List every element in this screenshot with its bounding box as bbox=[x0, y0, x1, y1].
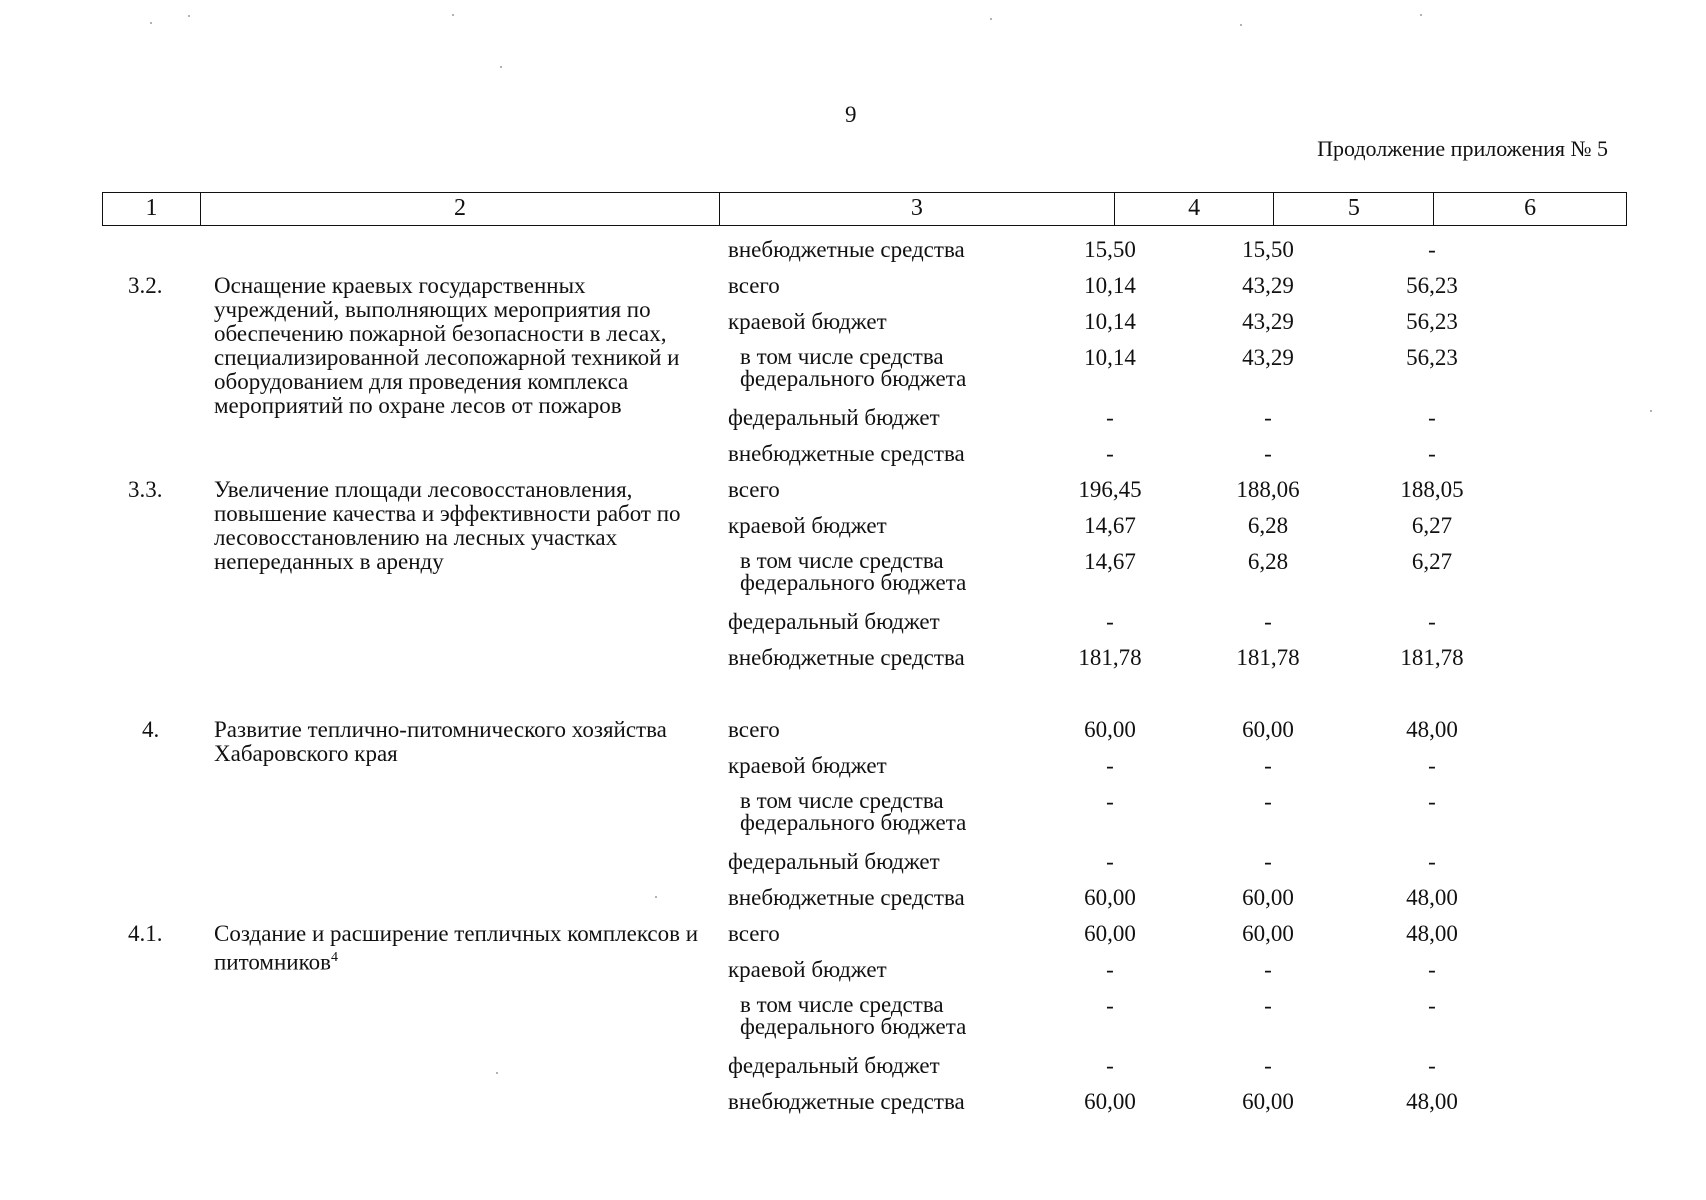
value-cell-c4: 10,14 bbox=[1084, 345, 1136, 370]
value-cell-c4: - bbox=[1106, 789, 1114, 814]
funding-source-cell: внебюджетные средства bbox=[728, 237, 965, 262]
value-cell-c6: - bbox=[1428, 993, 1436, 1018]
funding-source-cell: всего bbox=[728, 477, 780, 502]
value-cell-c5: 188,06 bbox=[1236, 477, 1300, 502]
funding-source-cell: внебюджетные средства bbox=[728, 885, 965, 910]
value-cell-c6: 56,23 bbox=[1406, 273, 1458, 298]
scan-speck bbox=[150, 22, 152, 24]
value-cell-c4: - bbox=[1106, 441, 1114, 466]
funding-source-cell: федеральный бюджет bbox=[728, 1053, 940, 1078]
value-cell-c6: - bbox=[1428, 957, 1436, 982]
header-col-3: 3 bbox=[720, 193, 1114, 225]
value-cell-c4: - bbox=[1106, 993, 1114, 1018]
value-cell-c6: 188,05 bbox=[1400, 477, 1464, 502]
value-cell-c5: - bbox=[1264, 405, 1272, 430]
header-col-2: 2 bbox=[201, 193, 720, 225]
value-cell-c4: 14,67 bbox=[1084, 513, 1136, 538]
scan-speck bbox=[496, 1072, 498, 1074]
funding-source-cell: всего bbox=[728, 273, 780, 298]
value-cell-c5: - bbox=[1264, 441, 1272, 466]
value-cell-c6: 56,23 bbox=[1406, 345, 1458, 370]
item-number: 3.3. bbox=[128, 477, 163, 502]
value-cell-c5: - bbox=[1264, 849, 1272, 874]
scan-speck bbox=[990, 18, 992, 20]
item-description bbox=[214, 718, 714, 766]
funding-source-cell: всего bbox=[728, 921, 780, 946]
value-cell-c5: - bbox=[1264, 753, 1272, 778]
item-description-text: Увеличение площади лесовосстановления, повышение качества и эффективности работ по лесовосстановлению на лесных участках непереданных в аренду bbox=[214, 477, 681, 574]
funding-source-cell: внебюджетные средства bbox=[728, 441, 965, 466]
scan-speck bbox=[452, 14, 454, 16]
value-cell-c6: 6,27 bbox=[1411, 513, 1453, 538]
value-cell-c5: 60,00 bbox=[1242, 885, 1294, 910]
funding-source-cell: в том числе средства федерального бюджета bbox=[740, 548, 967, 595]
scan-speck bbox=[188, 15, 190, 17]
value-cell-c5: 15,50 bbox=[1242, 237, 1294, 262]
funding-source-cell: в том числе средства федерального бюджета bbox=[740, 788, 967, 835]
item-description-text: Создание и расширение тепличных комплексов и питомников bbox=[214, 921, 699, 975]
value-cell-c4: - bbox=[1106, 849, 1114, 874]
funding-source-cell: в том числе средства федерального бюджета bbox=[740, 344, 967, 391]
value-cell-c4: 60,00 bbox=[1084, 717, 1136, 742]
value-cell-c6: 48,00 bbox=[1406, 1089, 1458, 1114]
value-cell-c4: 10,14 bbox=[1084, 309, 1136, 334]
funding-source-cell: краевой бюджет bbox=[728, 309, 887, 334]
item-description-text: Развитие теплично-питомнического хозяйства Хабаровского края bbox=[214, 717, 667, 766]
value-cell-c6: - bbox=[1428, 849, 1436, 874]
header-col-4: 4 bbox=[1115, 193, 1275, 225]
value-cell-c4: 181,78 bbox=[1078, 645, 1142, 670]
annex-continuation-note: Продолжение приложения № 5 bbox=[1317, 136, 1608, 161]
value-cell-c4: 15,50 bbox=[1084, 237, 1136, 262]
value-cell-c5: 181,78 bbox=[1236, 645, 1300, 670]
value-cell-c5: - bbox=[1264, 1053, 1272, 1078]
value-cell-c6: - bbox=[1428, 789, 1436, 814]
value-cell-c6: - bbox=[1428, 237, 1436, 262]
value-cell-c4: - bbox=[1106, 1053, 1114, 1078]
funding-source-cell: федеральный бюджет bbox=[728, 405, 940, 430]
value-cell-c6: - bbox=[1428, 753, 1436, 778]
value-cell-c4: 14,67 bbox=[1084, 549, 1136, 574]
funding-source-cell: краевой бюджет bbox=[728, 753, 887, 778]
footnote-marker: 4 bbox=[330, 950, 338, 965]
funding-source-cell: федеральный бюджет bbox=[728, 609, 940, 634]
funding-source-cell: краевой бюджет bbox=[728, 957, 887, 982]
value-cell-c5: 43,29 bbox=[1242, 309, 1294, 334]
value-cell-c4: 60,00 bbox=[1084, 1089, 1136, 1114]
value-cell-c4: - bbox=[1106, 609, 1114, 634]
value-cell-c4: 10,14 bbox=[1084, 273, 1136, 298]
scan-speck bbox=[655, 896, 657, 898]
value-cell-c6: 181,78 bbox=[1400, 645, 1464, 670]
header-col-6: 6 bbox=[1524, 195, 1537, 221]
item-description-text: Оснащение краевых государственных учреждений, выполняющих мероприятия по обеспечению пожарной безопасности в лесах, специализированной лесопожарной техникой и оборудованием для проведения комплекса мероприятий по охране лесов от пожаров bbox=[214, 273, 680, 418]
header-col-1: 1 bbox=[103, 193, 201, 225]
value-cell-c4: - bbox=[1106, 753, 1114, 778]
funding-source-cell: всего bbox=[728, 717, 780, 742]
funding-source-cell: внебюджетные средства bbox=[728, 1089, 965, 1114]
item-description bbox=[214, 274, 714, 418]
value-cell-c5: - bbox=[1264, 993, 1272, 1018]
item-number: 4.1. bbox=[128, 921, 163, 946]
scan-speck bbox=[1240, 24, 1242, 26]
value-cell-c4: - bbox=[1106, 405, 1114, 430]
value-cell-c6: - bbox=[1428, 1053, 1436, 1078]
value-cell-c4: - bbox=[1106, 957, 1114, 982]
value-cell-c5: - bbox=[1264, 609, 1272, 634]
value-cell-c4: 60,00 bbox=[1084, 921, 1136, 946]
value-cell-c5: 60,00 bbox=[1242, 717, 1294, 742]
funding-source-cell: внебюджетные средства bbox=[728, 645, 965, 670]
item-number: 3.2. bbox=[128, 273, 163, 298]
value-cell-c4: 196,45 bbox=[1078, 477, 1142, 502]
funding-source-cell: в том числе средства федерального бюджета bbox=[740, 992, 967, 1039]
value-cell-c5: - bbox=[1264, 789, 1272, 814]
value-cell-c5: 60,00 bbox=[1242, 921, 1294, 946]
scan-speck bbox=[1420, 14, 1422, 16]
scan-speck bbox=[1650, 410, 1652, 412]
value-cell-c6: 48,00 bbox=[1406, 717, 1458, 742]
value-cell-c5: 43,29 bbox=[1242, 345, 1294, 370]
header-col-5: 5 bbox=[1274, 193, 1434, 225]
item-number: 4. bbox=[142, 717, 160, 742]
funding-source-cell: федеральный бюджет bbox=[728, 849, 940, 874]
value-cell-c5: - bbox=[1264, 957, 1272, 982]
scan-speck bbox=[500, 66, 502, 68]
value-cell-c6: - bbox=[1428, 609, 1436, 634]
value-cell-c6: 48,00 bbox=[1406, 921, 1458, 946]
value-cell-c6: 56,23 bbox=[1406, 309, 1458, 334]
item-description bbox=[214, 478, 714, 574]
value-cell-c6: - bbox=[1428, 405, 1436, 430]
value-cell-c6: - bbox=[1428, 441, 1436, 466]
value-cell-c4: 60,00 bbox=[1084, 885, 1136, 910]
funding-source-cell: краевой бюджет bbox=[728, 513, 887, 538]
value-cell-c6: 48,00 bbox=[1406, 885, 1458, 910]
value-cell-c5: 60,00 bbox=[1242, 1089, 1294, 1114]
value-cell-c5: 6,28 bbox=[1247, 549, 1289, 574]
value-cell-c6: 6,27 bbox=[1411, 549, 1453, 574]
item-description bbox=[214, 922, 714, 975]
value-cell-c5: 6,28 bbox=[1247, 513, 1289, 538]
value-cell-c5: 43,29 bbox=[1242, 273, 1294, 298]
page-number: 9 bbox=[845, 102, 857, 127]
